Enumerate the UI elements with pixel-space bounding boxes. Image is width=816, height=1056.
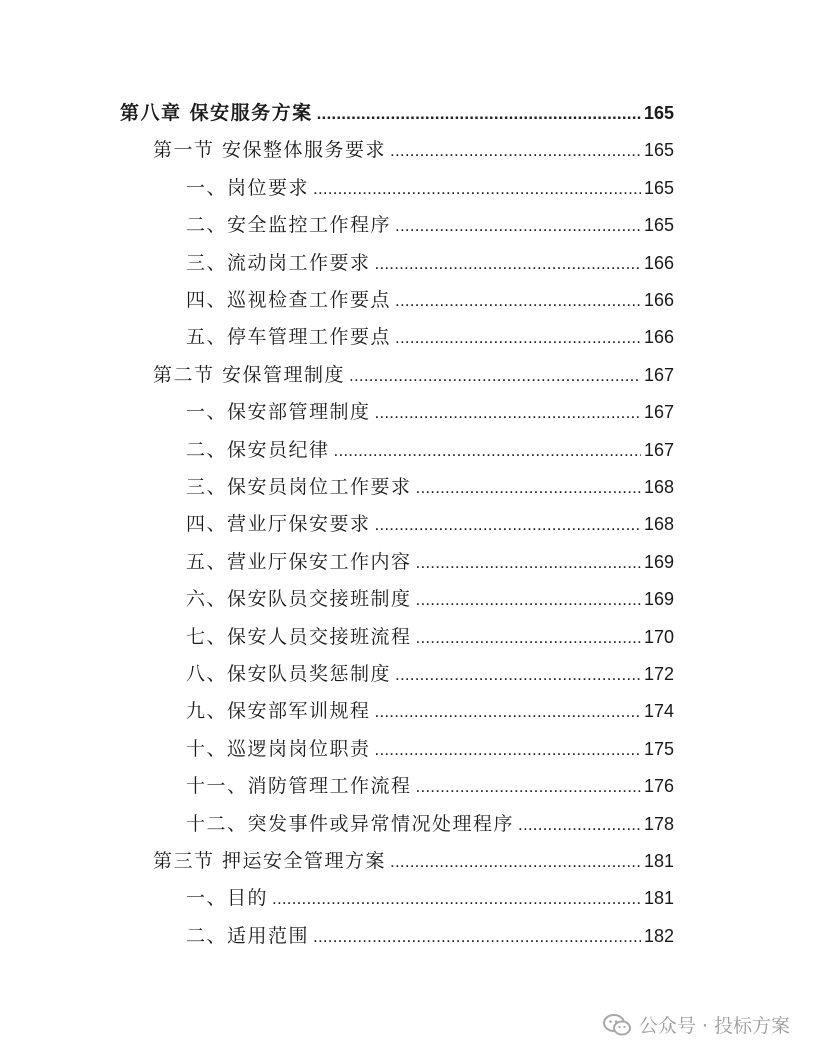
toc-entry-title: 六、保安队员交接班制度	[186, 588, 412, 611]
toc-entry-title: 八、保安队员奖惩制度	[186, 663, 392, 685]
toc-entry-title: 五、停车管理工作要点	[186, 326, 392, 349]
toc-page-number: 174	[643, 701, 674, 722]
dot-leader	[375, 700, 641, 724]
toc-entry[interactable]	[186, 924, 674, 949]
toc-page-number: 181	[643, 851, 674, 871]
toc-page-number: 172	[643, 664, 674, 684]
toc-entry-title: 第一节 安保整体服务要求	[153, 139, 387, 162]
toc-entry-title: 第三节 押运安全管理方案	[153, 850, 387, 872]
toc-entry-title: 五、营业厅保安工作内容	[186, 550, 412, 573]
toc-entry[interactable]	[186, 438, 674, 463]
toc-entry[interactable]	[186, 699, 674, 724]
toc-page-number: 165	[643, 103, 674, 123]
toc-entry[interactable]	[186, 550, 674, 575]
toc-entry[interactable]	[186, 886, 674, 911]
toc-page-number: 167	[643, 439, 674, 460]
toc-entry-title: 一、岗位要求	[186, 176, 310, 199]
toc-page-number: 165	[643, 215, 674, 236]
toc-entry-title: 一、保安部管理制度	[186, 401, 371, 424]
toc-page-number: 181	[643, 888, 674, 909]
toc-entry[interactable]	[186, 587, 674, 612]
toc-page-number: 165	[643, 140, 674, 161]
toc-entry-title: 十、巡逻岗岗位职责	[186, 737, 371, 760]
dot-leader	[334, 439, 641, 463]
toc-entry[interactable]	[186, 475, 674, 500]
watermark	[603, 1011, 790, 1038]
toc-entry[interactable]	[186, 251, 674, 276]
dot-leader	[375, 513, 641, 537]
dot-leader	[395, 326, 641, 350]
toc-page-number: 182	[643, 925, 674, 946]
toc-entry[interactable]	[186, 625, 674, 650]
toc-page-number: 167	[643, 402, 674, 423]
toc-entry[interactable]	[186, 774, 674, 799]
toc-entry[interactable]	[186, 213, 674, 238]
toc-entry[interactable]	[186, 288, 674, 313]
toc-page-number: 166	[643, 327, 674, 348]
toc-page-number: 176	[643, 776, 674, 797]
toc-entry-title: 四、营业厅保安要求	[186, 513, 371, 536]
wechat-icon	[603, 1014, 631, 1036]
dot-leader	[416, 551, 641, 575]
toc-entry[interactable]	[186, 512, 674, 537]
dot-leader	[416, 588, 641, 612]
watermark-text: 公众号 · 投标方案	[638, 1015, 790, 1037]
toc-page-number: 165	[643, 177, 674, 198]
toc-entry-title: 九、保安部军训规程	[186, 700, 371, 723]
toc-entry-title: 三、流动岗工作要求	[186, 251, 371, 274]
toc-entry[interactable]	[153, 138, 674, 163]
toc-page-number: 168	[643, 477, 674, 497]
toc-entry-title: 七、保安人员交接班流程	[186, 625, 412, 648]
dot-leader	[518, 813, 641, 837]
toc-page-number: 169	[643, 551, 674, 572]
toc-entry[interactable]	[186, 400, 674, 425]
dot-leader	[390, 850, 641, 874]
dot-leader	[416, 626, 641, 650]
dot-leader	[272, 887, 641, 911]
toc-page-number: 168	[643, 514, 674, 535]
dot-leader	[313, 925, 641, 949]
toc-entry-title: 二、保安员纪律	[186, 438, 330, 461]
dot-leader	[390, 139, 641, 163]
toc-page-number: 166	[643, 290, 674, 310]
dot-leader	[313, 177, 641, 201]
toc-entry[interactable]	[186, 812, 674, 837]
toc-entry-title: 二、安全监控工作程序	[186, 214, 392, 237]
toc-entry-title: 第二节 安保管理制度	[153, 363, 346, 386]
toc-entry[interactable]	[186, 176, 674, 201]
toc-entry[interactable]	[153, 849, 674, 874]
toc-page-number: 170	[643, 626, 674, 647]
toc-entry-title: 十一、消防管理工作流程	[186, 775, 412, 798]
toc-entry[interactable]	[120, 101, 674, 126]
dot-leader	[375, 401, 641, 425]
toc-entry[interactable]	[186, 325, 674, 350]
toc-entry[interactable]	[186, 737, 674, 762]
dot-leader	[416, 476, 641, 500]
toc-entry-title: 三、保安员岗位工作要求	[186, 476, 412, 498]
dot-leader	[395, 663, 641, 687]
toc-entry-title: 四、巡视检查工作要点	[186, 289, 392, 311]
toc-entry-title: 十二、突发事件或异常情况处理程序	[186, 812, 515, 835]
toc-entry-title: 一、目的	[186, 887, 269, 910]
toc-page-number: 175	[643, 738, 674, 759]
dot-leader	[416, 775, 641, 799]
toc-page-number: 169	[643, 589, 674, 610]
toc-entry[interactable]	[153, 363, 674, 388]
toc-page-number: 178	[643, 813, 674, 834]
dot-leader	[349, 364, 641, 388]
toc-entry[interactable]	[186, 662, 674, 687]
toc-entry-title: 二、适用范围	[186, 924, 310, 947]
dot-leader	[395, 289, 641, 313]
toc-entry-title: 第八章 保安服务方案	[120, 102, 313, 124]
toc-page-number: 166	[643, 252, 674, 273]
dot-leader	[317, 102, 641, 126]
dot-leader	[395, 214, 641, 238]
dot-leader	[375, 738, 641, 762]
toc-page-number: 167	[643, 364, 674, 385]
dot-leader	[375, 252, 641, 276]
